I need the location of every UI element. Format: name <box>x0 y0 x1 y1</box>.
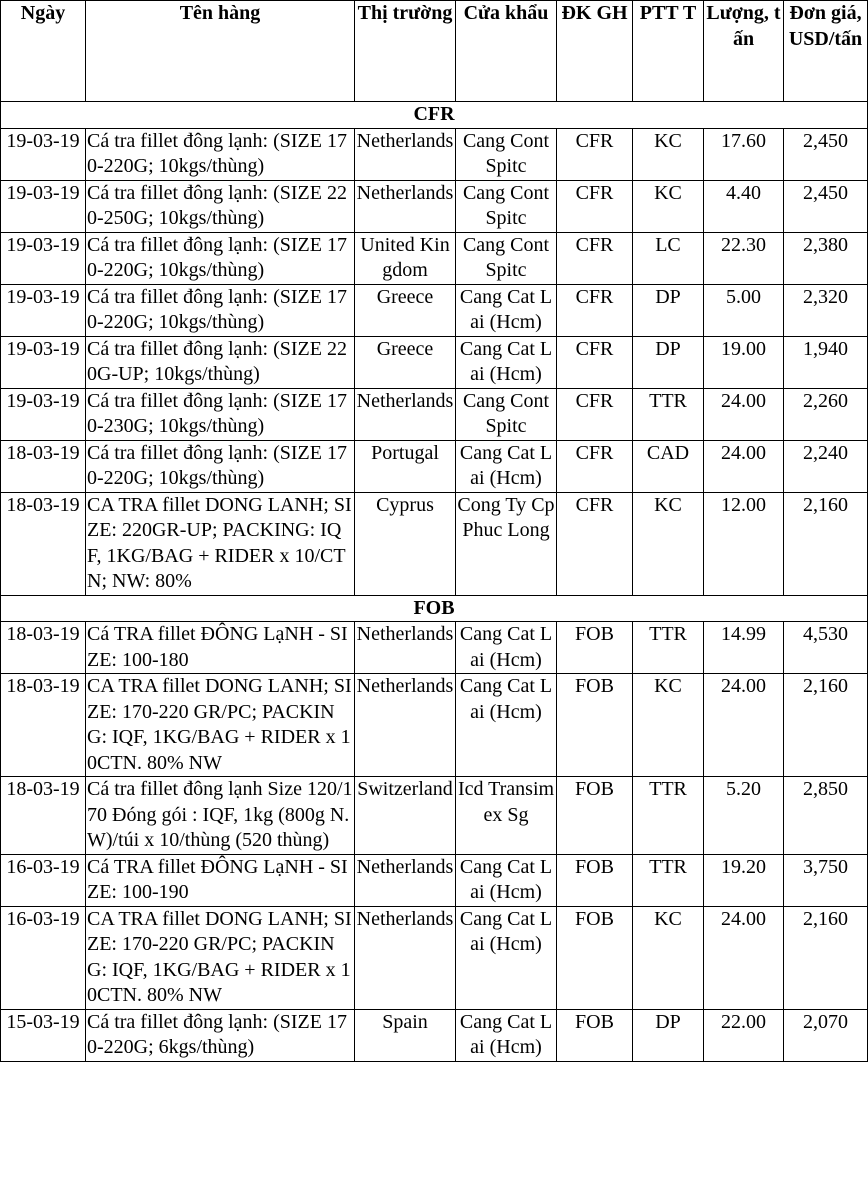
header-port: Cửa khẩu <box>456 1 557 102</box>
cell-product: CA TRA fillet DONG LANH; SIZE: 220GR-UP; PACKING: IQF, 1KG/BAG + RIDER x 10/CTN; NW: 80% <box>86 492 355 595</box>
cell-port: Cang Cat Lai (Hcm) <box>456 440 557 492</box>
table-row <box>1 180 868 232</box>
cell-payment: KC <box>633 180 704 232</box>
cell-quantity: 22.00 <box>704 1009 784 1061</box>
cell-port: Cang Cont Spitc <box>456 388 557 440</box>
cell-price: 2,240 <box>784 440 868 492</box>
cell-terms: CFR <box>557 180 633 232</box>
cell-market: Netherlands <box>355 674 456 777</box>
table-row <box>1 128 868 180</box>
cell-product: Cá tra fillet đông lạnh: (SIZE 170-220G; 10kgs/thùng) <box>86 232 355 284</box>
cell-market: United Kingdom <box>355 232 456 284</box>
section-row-cfr <box>1 102 868 129</box>
cell-date: 16-03-19 <box>1 906 86 1009</box>
cell-product: Cá tra fillet đông lạnh: (SIZE 220-250G; 10kgs/thùng) <box>86 180 355 232</box>
cell-product: Cá tra fillet đông lạnh: (SIZE 170-220G; 10kgs/thùng) <box>86 284 355 336</box>
cell-port: Cang Cat Lai (Hcm) <box>456 1009 557 1061</box>
cell-price: 2,320 <box>784 284 868 336</box>
cell-date: 19-03-19 <box>1 128 86 180</box>
cell-date: 16-03-19 <box>1 854 86 906</box>
cell-quantity: 19.20 <box>704 854 784 906</box>
cell-payment: TTR <box>633 388 704 440</box>
cell-port: Cang Cat Lai (Hcm) <box>456 674 557 777</box>
header-market: Thị trường <box>355 1 456 102</box>
section-row-fob <box>1 595 868 622</box>
header-date: Ngày <box>1 1 86 102</box>
cell-price: 3,750 <box>784 854 868 906</box>
cell-date: 19-03-19 <box>1 388 86 440</box>
cell-product: Cá tra fillet đông lạnh: (SIZE 170-220G; 10kgs/thùng) <box>86 128 355 180</box>
table-row <box>1 854 868 906</box>
cell-payment: CAD <box>633 440 704 492</box>
cell-port: Cang Cat Lai (Hcm) <box>456 906 557 1009</box>
cell-product: CA TRA fillet DONG LANH; SIZE: 170-220 GR/PC; PACKING: IQF, 1KG/BAG + RIDER x 10CTN. 80% NW <box>86 674 355 777</box>
section-label: FOB <box>1 595 868 622</box>
cell-product: Cá tra fillet đông lạnh: (SIZE 220G-UP; 10kgs/thùng) <box>86 336 355 388</box>
cell-date: 19-03-19 <box>1 180 86 232</box>
cell-payment: KC <box>633 492 704 595</box>
table-body <box>1 102 868 1062</box>
cell-market: Netherlands <box>355 906 456 1009</box>
cell-payment: DP <box>633 336 704 388</box>
cell-terms: FOB <box>557 777 633 855</box>
cell-product: CA TRA fillet DONG LANH; SIZE: 170-220 GR/PC; PACKING: IQF, 1KG/BAG + RIDER x 10CTN. 80% NW <box>86 906 355 1009</box>
cell-price: 2,850 <box>784 777 868 855</box>
cell-payment: KC <box>633 906 704 1009</box>
cell-price: 2,160 <box>784 906 868 1009</box>
table-row <box>1 284 868 336</box>
cell-port: Icd Transimex Sg <box>456 777 557 855</box>
cell-terms: FOB <box>557 674 633 777</box>
cell-price: 1,940 <box>784 336 868 388</box>
cell-port: Cang Cont Spitc <box>456 128 557 180</box>
table-row <box>1 492 868 595</box>
header-row <box>1 1 868 102</box>
cell-terms: FOB <box>557 854 633 906</box>
cell-payment: LC <box>633 232 704 284</box>
cell-terms: CFR <box>557 284 633 336</box>
cell-quantity: 5.20 <box>704 777 784 855</box>
cell-date: 18-03-19 <box>1 492 86 595</box>
cell-price: 2,380 <box>784 232 868 284</box>
cell-price: 2,160 <box>784 492 868 595</box>
cell-terms: CFR <box>557 232 633 284</box>
header-payment: PTT T <box>633 1 704 102</box>
cell-date: 19-03-19 <box>1 336 86 388</box>
cell-price: 2,450 <box>784 128 868 180</box>
cell-date: 18-03-19 <box>1 622 86 674</box>
table-row <box>1 232 868 284</box>
cell-market: Netherlands <box>355 388 456 440</box>
cell-quantity: 14.99 <box>704 622 784 674</box>
cell-price: 2,450 <box>784 180 868 232</box>
cell-terms: CFR <box>557 128 633 180</box>
cell-quantity: 4.40 <box>704 180 784 232</box>
cell-product: Cá tra fillet đông lạnh: (SIZE 170-220G; 10kgs/thùng) <box>86 440 355 492</box>
cell-market: Netherlands <box>355 622 456 674</box>
table-row <box>1 388 868 440</box>
cell-terms: CFR <box>557 388 633 440</box>
cell-port: Cang Cat Lai (Hcm) <box>456 622 557 674</box>
cell-terms: FOB <box>557 906 633 1009</box>
table-row <box>1 622 868 674</box>
cell-market: Netherlands <box>355 180 456 232</box>
header-quantity: Lượng, tấn <box>704 1 784 102</box>
cell-port: Cang Cat Lai (Hcm) <box>456 336 557 388</box>
table-row <box>1 440 868 492</box>
cell-date: 18-03-19 <box>1 674 86 777</box>
cell-port: Cang Cont Spitc <box>456 180 557 232</box>
cell-payment: KC <box>633 128 704 180</box>
cell-market: Greece <box>355 284 456 336</box>
table-row <box>1 674 868 777</box>
cell-date: 19-03-19 <box>1 232 86 284</box>
cell-quantity: 12.00 <box>704 492 784 595</box>
cell-market: Portugal <box>355 440 456 492</box>
cell-quantity: 5.00 <box>704 284 784 336</box>
cell-market: Spain <box>355 1009 456 1061</box>
table-row <box>1 906 868 1009</box>
cell-port: Cong Ty Cp Phuc Long <box>456 492 557 595</box>
cell-port: Cang Cat Lai (Hcm) <box>456 284 557 336</box>
header-price: Đơn giá, USD/tấn <box>784 1 868 102</box>
cell-product: Cá TRA fillet ĐÔNG LạNH - SIZE: 100-180 <box>86 622 355 674</box>
cell-quantity: 17.60 <box>704 128 784 180</box>
cell-quantity: 24.00 <box>704 906 784 1009</box>
header-terms: ĐK GH <box>557 1 633 102</box>
cell-date: 19-03-19 <box>1 284 86 336</box>
cell-market: Cyprus <box>355 492 456 595</box>
cell-terms: CFR <box>557 492 633 595</box>
cell-product: Cá TRA fillet ĐÔNG LạNH - SIZE: 100-190 <box>86 854 355 906</box>
cell-quantity: 24.00 <box>704 674 784 777</box>
header-product: Tên hàng <box>86 1 355 102</box>
cell-payment: DP <box>633 1009 704 1061</box>
cell-payment: TTR <box>633 622 704 674</box>
cell-product: Cá tra fillet đông lạnh: (SIZE 170-230G; 10kgs/thùng) <box>86 388 355 440</box>
cell-price: 4,530 <box>784 622 868 674</box>
cell-quantity: 24.00 <box>704 388 784 440</box>
cell-quantity: 24.00 <box>704 440 784 492</box>
cell-market: Switzerland <box>355 777 456 855</box>
cell-quantity: 22.30 <box>704 232 784 284</box>
cell-payment: KC <box>633 674 704 777</box>
cell-price: 2,260 <box>784 388 868 440</box>
cell-date: 18-03-19 <box>1 777 86 855</box>
table-row <box>1 777 868 855</box>
cell-date: 18-03-19 <box>1 440 86 492</box>
cell-payment: DP <box>633 284 704 336</box>
cell-market: Netherlands <box>355 128 456 180</box>
cell-price: 2,160 <box>784 674 868 777</box>
section-label: CFR <box>1 102 868 129</box>
cell-terms: CFR <box>557 440 633 492</box>
cell-payment: TTR <box>633 777 704 855</box>
cell-product: Cá tra fillet đông lạnh Size 120/170 Đóng gói : IQF, 1kg (800g N.W)/túi x 10/thùng (520 thùng) <box>86 777 355 855</box>
cell-market: Greece <box>355 336 456 388</box>
cell-quantity: 19.00 <box>704 336 784 388</box>
cell-port: Cang Cat Lai (Hcm) <box>456 854 557 906</box>
cell-terms: FOB <box>557 1009 633 1061</box>
table-row <box>1 1009 868 1061</box>
cell-port: Cang Cont Spitc <box>456 232 557 284</box>
cell-payment: TTR <box>633 854 704 906</box>
table-row <box>1 336 868 388</box>
cell-price: 2,070 <box>784 1009 868 1061</box>
cell-product: Cá tra fillet đông lạnh: (SIZE 170-220G; 6kgs/thùng) <box>86 1009 355 1061</box>
cell-terms: CFR <box>557 336 633 388</box>
cell-date: 15-03-19 <box>1 1009 86 1061</box>
cell-terms: FOB <box>557 622 633 674</box>
cell-market: Netherlands <box>355 854 456 906</box>
